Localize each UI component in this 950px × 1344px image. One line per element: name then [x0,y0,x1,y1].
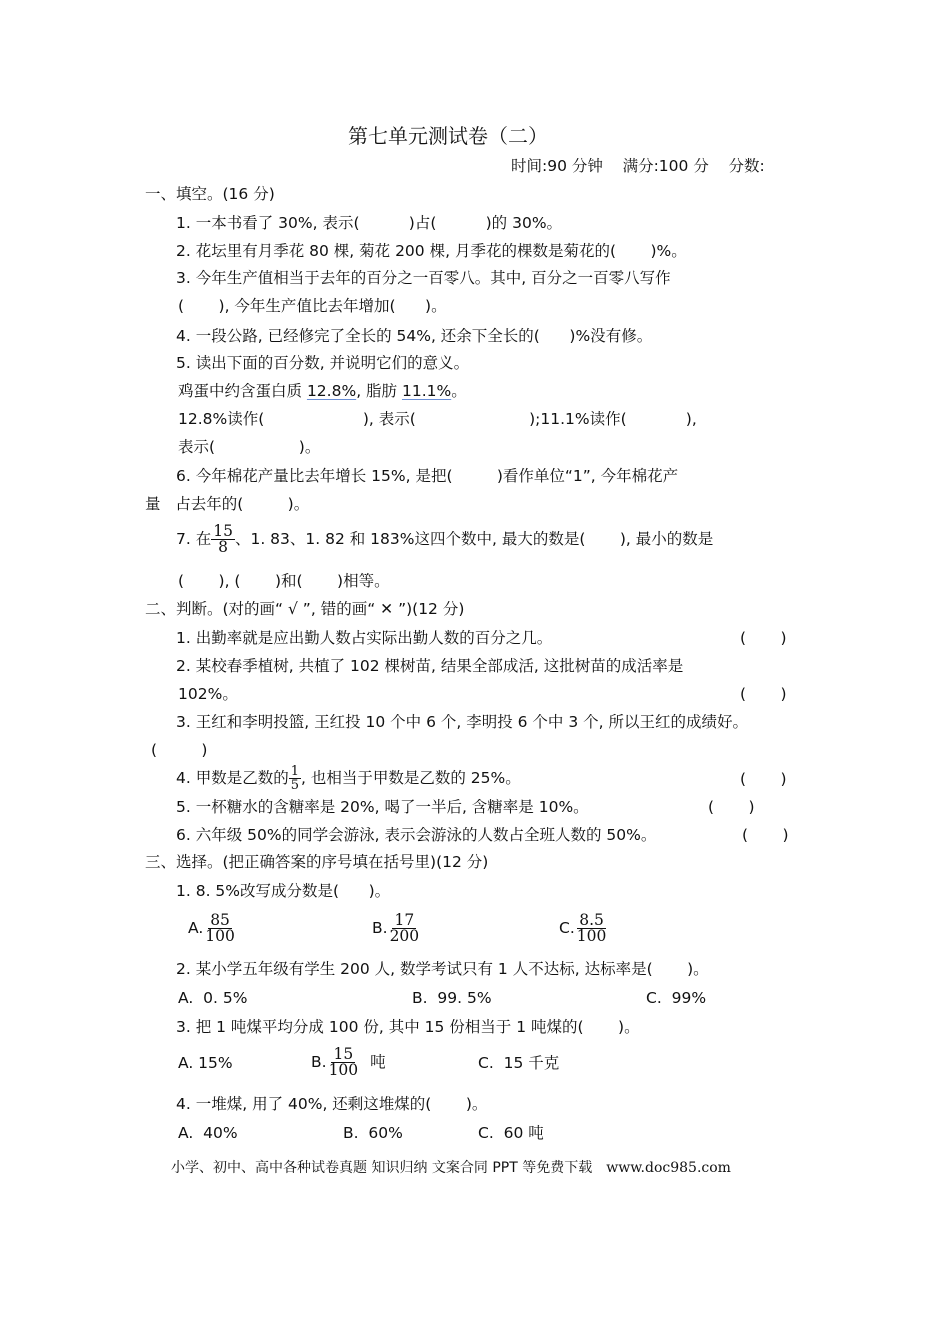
footer-text: 小学、初中、高中各种试卷真题 知识归纳 文案合同 PPT 等免费下载 [171,1160,593,1176]
fraction-denominator: 5 [290,778,299,793]
s1-q5-example-mid: , 脂肪 [356,382,402,400]
s2-q1: 1. 出勤率就是应出勤人数占实际出勤人数的百分之几。 [176,629,553,647]
fraction-numerator: 15 [213,521,233,540]
s3-q3-option-b [311,1040,386,1084]
s3-q3-option-a: A. 15% [178,1054,233,1072]
fraction-numerator: 85 [210,910,230,929]
fraction-numerator: 1 [290,764,299,779]
fraction-numerator: 17 [394,910,415,929]
option-unit: 吨 [370,1053,386,1071]
s2-q6: 6. 六年级 50%的同学会游泳, 表示会游泳的人数占全班人数的 50%。 [176,826,657,844]
section2-heading: 二、判断。(对的画“ √ ”, 错的画“ ✕ ”)(12 分) [145,600,465,618]
s3-q3: 3. 把 1 吨煤平均分成 100 份, 其中 15 份相当于 1 吨煤的( )。 [176,1018,640,1036]
s3-q4-option-a: A. 40% [178,1124,238,1142]
s2-q2-line1: 2. 某校春季植树, 共植了 102 棵树苗, 结果全部成活, 这批树苗的成活率是 [176,657,684,675]
s1-q6-line2: 量 占去年的( )。 [145,495,310,513]
fraction-numerator: 8.5 [579,910,604,929]
fraction-15-100 [327,1044,361,1079]
fraction-denominator: 100 [576,927,607,945]
s1-q5-line1: 12.8%读作( ), 表示( );11.1%读作( ), [178,410,697,428]
fraction-denominator: 100 [205,927,235,945]
option-label: A. [188,919,204,937]
s2-q5: 5. 一杯糖水的含糖率是 20%, 喝了一半后, 含糖率是 10%。 [176,798,589,816]
footer-url[interactable]: www.doc985.com [606,1160,731,1176]
page-title: 第七单元测试卷（二） [348,124,548,148]
s2-q3-answer: ( ) [151,741,208,759]
fraction-15-8 [211,521,235,556]
fraction-8_5-100 [575,910,609,945]
s2-q3-line1: 3. 王红和李明投篮, 王红投 10 个中 6 个, 李明投 6 个中 3 个, 所以王红的成绩好。 [176,713,749,731]
s1-q7-suffix: 、1. 83、1. 82 和 183%这四个数中, 最大的数是( ), 最小的数是 [234,530,714,548]
s1-q3-line1: 3. 今年生产值相当于去年的百分之一百零八。其中, 百分之一百零八写作 [176,269,671,287]
footer [171,1157,731,1177]
s1-q5: 5. 读出下面的百分数, 并说明它们的意义。 [176,354,470,372]
s1-q5-example [178,381,467,401]
s1-q5-example-suffix: 。 [451,382,467,400]
s3-q1-option-c [559,906,608,950]
exam-meta: 时间:90 分钟 满分:100 分 分数: [511,157,765,175]
s1-q3-line2: ( ), 今年生产值比去年增加( )。 [178,297,447,315]
s2-q2-answer: ( ) [740,685,787,703]
s3-q2: 2. 某小学五年级有学生 200 人, 数学考试只有 1 人不达标, 达标率是( )。 [176,960,709,978]
s3-q2-option-c: C. 99% [646,989,707,1007]
s3-q3-option-c: C. 15 千克 [478,1054,560,1072]
fraction-denominator: 200 [389,927,420,945]
fraction-numerator: 15 [333,1044,354,1063]
s3-q1-option-a [188,906,237,950]
s3-q4: 4. 一堆煤, 用了 40%, 还剩这堆煤的( )。 [176,1095,488,1113]
s2-q2-line2: 102%。 [178,685,238,703]
s2-q1-answer: ( ) [740,629,787,647]
protein-value: 12.8% [306,382,357,400]
s1-q6-line1: 6. 今年棉花产量比去年增长 15%, 是把( )看作单位“1”, 今年棉花产 [176,467,679,485]
s2-q4 [176,760,521,796]
s3-q2-option-b: B. 99. 5% [412,989,492,1007]
fraction-17-200 [388,910,422,945]
s1-q4: 4. 一段公路, 已经修完了全长的 54%, 还余下全长的( )%没有修。 [176,327,653,345]
s1-q5-line2: 表示( )。 [178,438,321,456]
fraction-1-5 [289,765,301,792]
option-label: B. [311,1053,327,1071]
s1-q2: 2. 花坛里有月季花 80 棵, 菊花 200 棵, 月季花的棵数是菊花的( )%。 [176,242,687,260]
s2-q4-suffix: , 也相当于甲数是乙数的 25%。 [301,769,521,787]
section1-heading: 一、填空。(16 分) [145,185,275,203]
fraction-denominator: 100 [328,1061,359,1079]
s2-q6-answer: ( ) [742,826,789,844]
fraction-denominator: 8 [218,538,229,556]
s1-q7-prefix: 7. 在 [176,530,212,548]
s1-q1: 1. 一本书看了 30%, 表示( )占( )的 30%。 [176,214,563,232]
section3-heading: 三、选择。(把正确答案的序号填在括号里)(12 分) [145,853,489,871]
s1-q7-line1 [176,519,713,559]
s1-q5-example-prefix: 鸡蛋中约含蛋白质 [178,382,307,400]
s3-q4-option-c: C. 60 吨 [478,1124,544,1142]
s2-q4-answer: ( ) [740,770,787,788]
s2-q4-prefix: 4. 甲数是乙数的 [176,769,289,787]
fraction-85-100 [203,910,237,945]
fat-value: 11.1% [401,382,452,400]
option-label: B. [372,919,388,937]
option-label: C. [559,919,575,937]
s3-q4-option-b: B. 60% [343,1124,403,1142]
s3-q2-option-a: A. 0. 5% [178,989,248,1007]
s3-q1-option-b [372,906,421,950]
s3-q1: 1. 8. 5%改写成分数是( )。 [176,882,391,900]
s2-q5-answer: ( ) [708,798,755,816]
s1-q7-line2: ( ), ( )和( )相等。 [178,572,390,590]
